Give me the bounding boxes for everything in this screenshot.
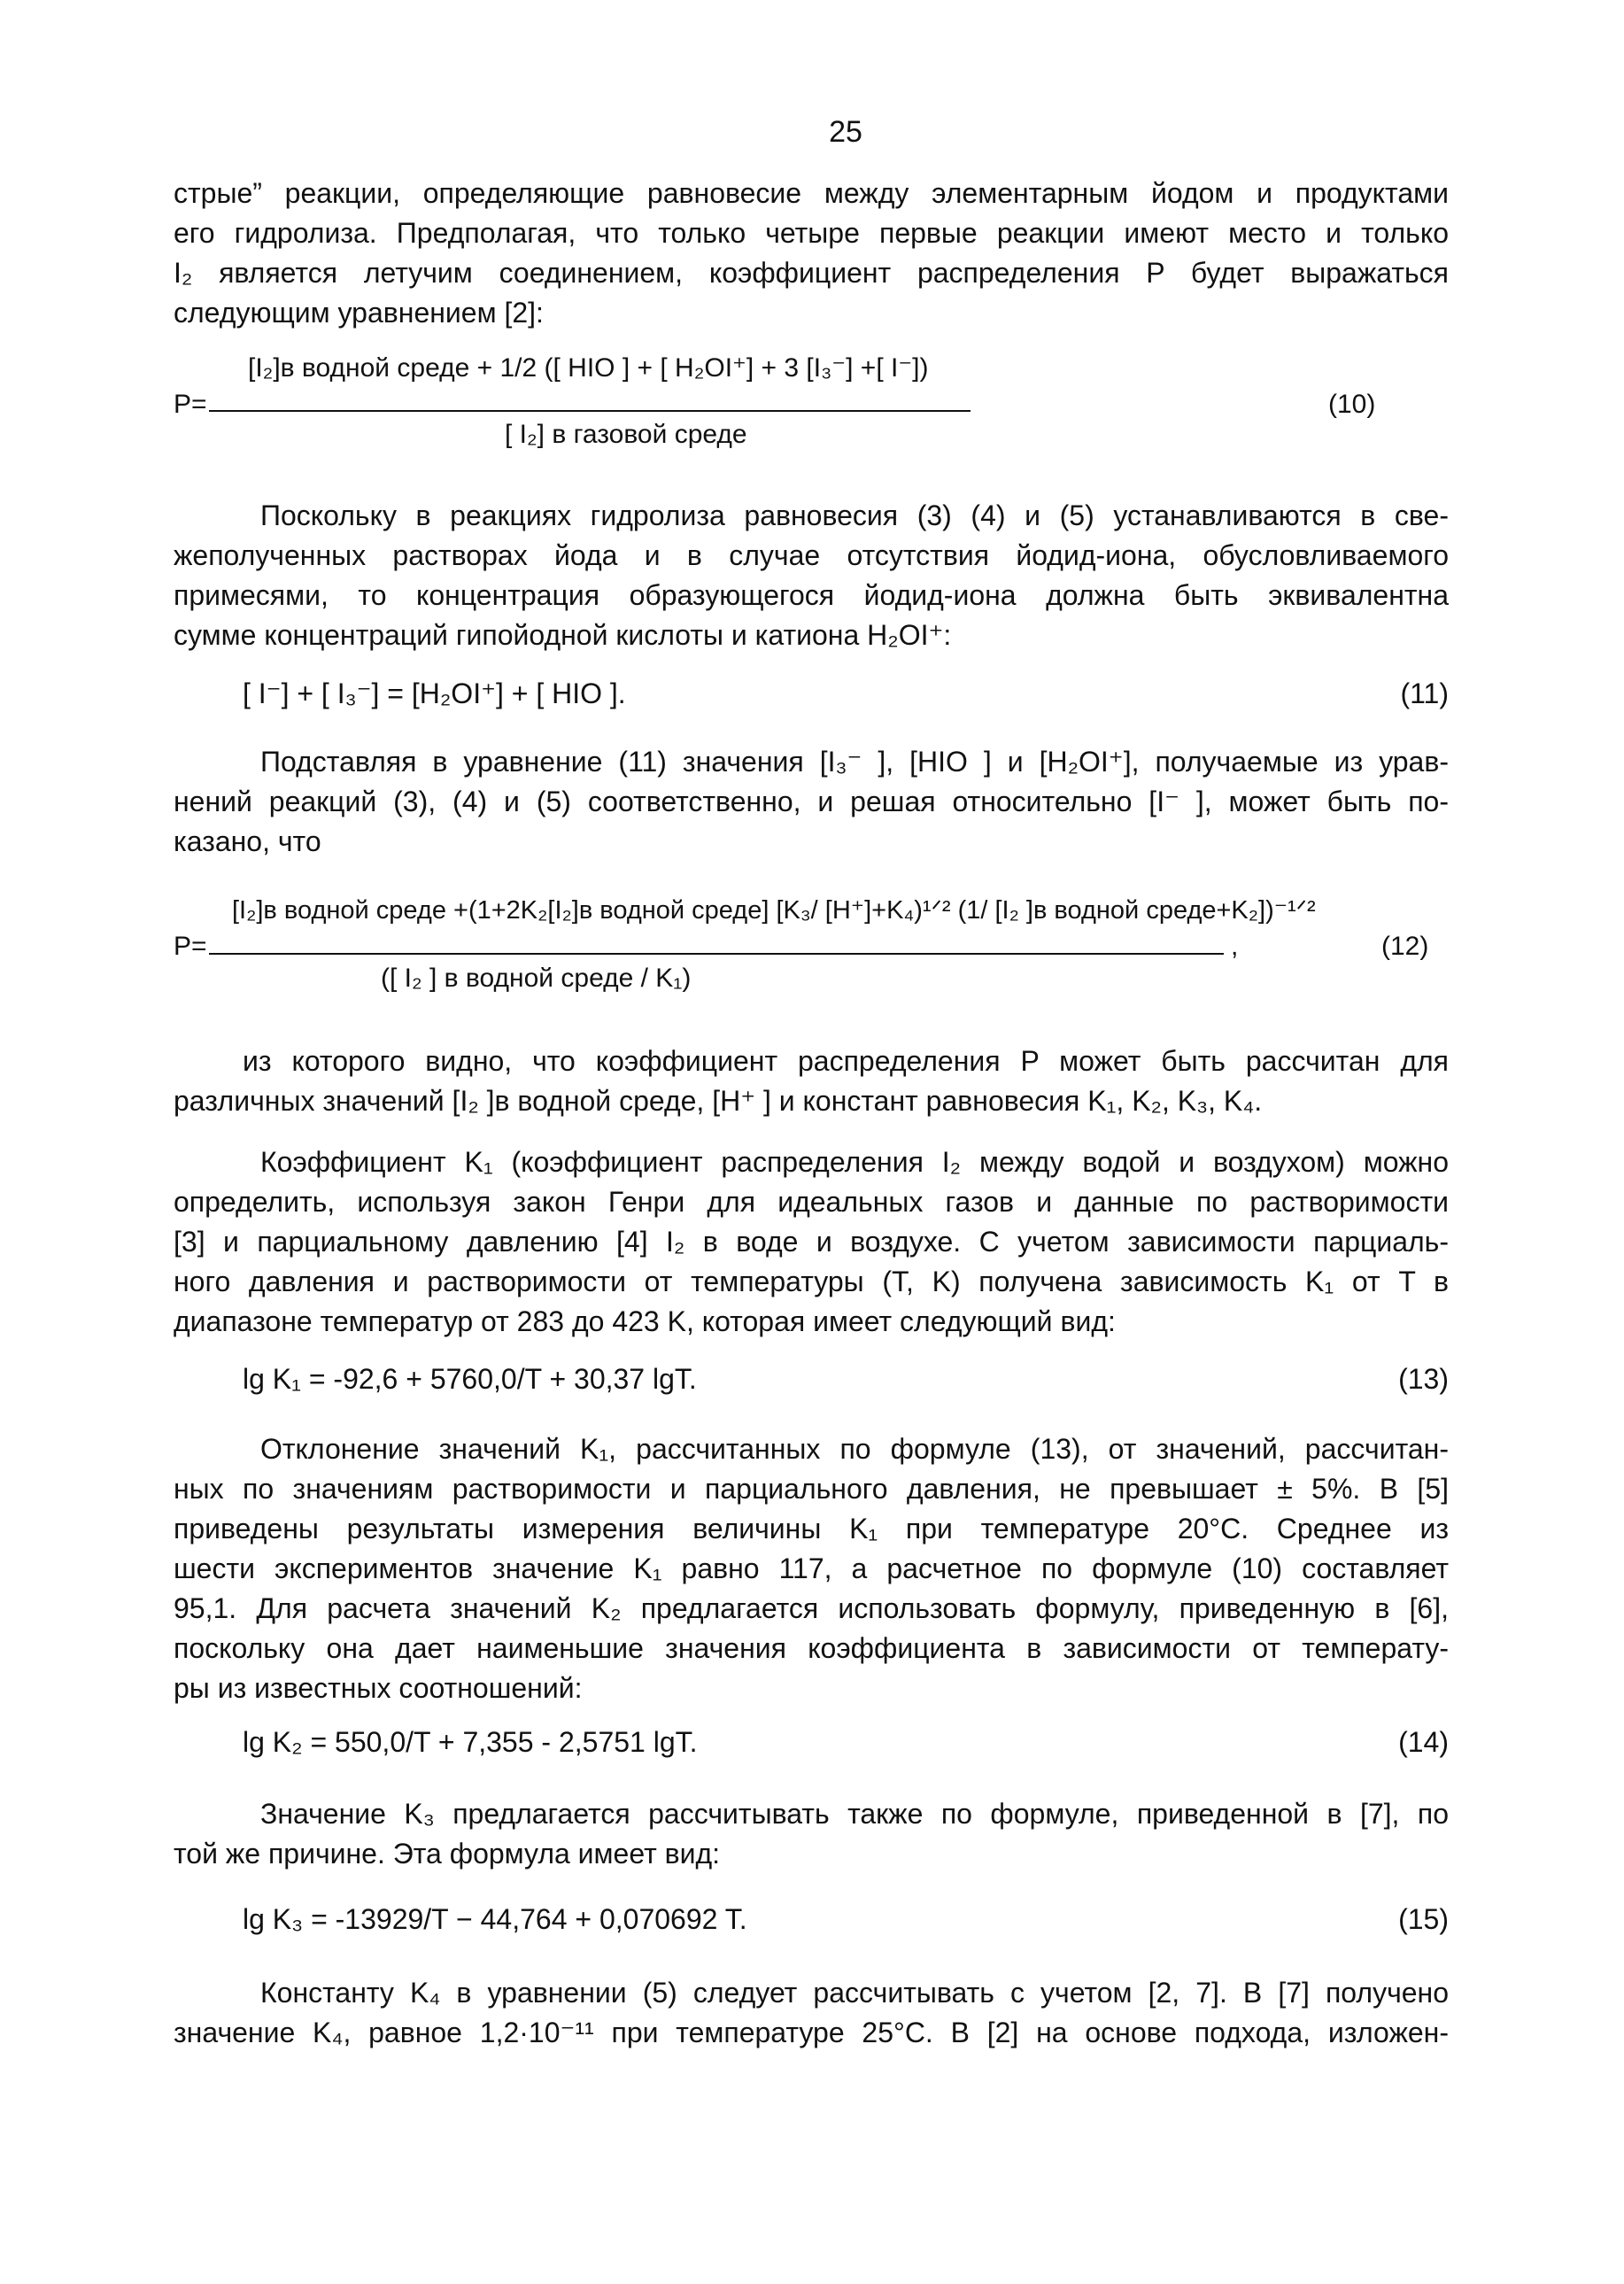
text-line: примесями, то концентрация образующегося йодид-иона должна быть эквивалентна (174, 579, 1449, 611)
equation-number: (13) (1398, 1363, 1449, 1395)
text-line: Поскольку в реакциях гидролиза равновесия (3) (4) и (5) устанавливаются в све- (260, 499, 1449, 531)
text-line: сумме концентраций гипойодной кислоты и катиона H₂OI⁺: (174, 619, 952, 651)
equation-12-comma: , (1231, 932, 1239, 961)
text-line: приведены результаты измерения величины K₁ при температуре 20°C. Среднее из (174, 1513, 1449, 1545)
equation-14-body: lg K₂ = 550,0/T + 7,355 - 2,5751 lgT. (243, 1726, 698, 1758)
text-line: [3] и парциальному давлению [4] I₂ в воде и воздухе. С учетом зависимости парциаль- (174, 1226, 1449, 1258)
paragraph-7 (174, 1794, 1449, 1874)
text-line: различных значений [I₂ ]в водной среде, [H⁺ ] и констант равновесия K₁, K₂, K₃, K₄. (174, 1085, 1263, 1117)
text-line: нений реакций (3), (4) и (5) соответственно, и решая относительно [I⁻ ], может быть по- (174, 786, 1449, 817)
equation-14 (243, 1723, 1449, 1761)
equation-11 (243, 675, 1449, 712)
text-line: ных по значениям растворимости и парциального давления, не превышает ± 5%. В [5] (174, 1473, 1449, 1505)
equation-12-lhs: P= (174, 932, 207, 961)
equation-10-denominator: [ I₂] в газовой среде (505, 420, 747, 449)
equation-number: (15) (1398, 1903, 1449, 1935)
equation-number: (11) (1400, 677, 1449, 709)
equation-13 (243, 1360, 1449, 1397)
equation-number: (10) (1328, 390, 1376, 419)
equation-10-lhs: P= (174, 390, 207, 419)
equation-12-numerator: [I₂]в водной среде +(1+2K₂[I₂]в водной среде] [K₃/ [H⁺]+K₄)¹ᐟ² (1/ [I₂ ]в водной среде+K₂])⁻¹ᐟ² (232, 896, 1316, 925)
text-line: Значение K₃ предлагается рассчитывать также по формуле, приведенной в [7], по (260, 1798, 1449, 1830)
equation-12-denominator: ([ I₂ ] в водной среде / K₁) (381, 964, 692, 993)
text-line: жеполученных растворах йода и в случае отсутствия йодид-иона, обусловливаемого (174, 539, 1449, 571)
text-line: ного давления и растворимости от температуры (T, K) получена зависимость K₁ от T в (174, 1266, 1449, 1297)
text-line: следующим уравнением [2]: (174, 297, 544, 329)
paragraph-2 (174, 496, 1449, 655)
text-line: Константу K₄ в уравнении (5) следует рассчитывать с учетом [2, 7]. В [7] получено (260, 1977, 1449, 2009)
paragraph-4 (174, 1041, 1449, 1121)
paragraph-1 (174, 174, 1449, 333)
text-line: шести экспериментов значение K₁ равно 117, а расчетное по формуле (10) составляет (174, 1552, 1449, 1584)
equation-15 (243, 1901, 1449, 1938)
paragraph-3 (174, 742, 1449, 862)
text-line: поскольку она дает наименьшие значения коэффициента в зависимости от температу- (174, 1632, 1449, 1664)
text-line: Коэффициент K₁ (коэффициент распределения I₂ между водой и воздухом) можно (260, 1146, 1449, 1178)
text-line: ры из известных соотношений: (174, 1672, 583, 1704)
text-line: казано, что (174, 825, 321, 857)
equation-15-body: lg K₃ = -13929/T − 44,764 + 0,070692 T. (243, 1903, 747, 1935)
text-line: его гидролиза. Предполагая, что только четыре первые реакции имеют место и только (174, 217, 1449, 249)
text-line: той же причине. Эта формула имеет вид: (174, 1838, 721, 1870)
equation-11-body: [ I⁻] + [ I₃⁻] = [H₂OI⁺] + [ HIO ]. (243, 677, 626, 709)
text-line: I₂ является летучим соединением, коэффициент распределения P будет выражаться (174, 257, 1449, 289)
paragraph-5 (174, 1142, 1449, 1342)
fraction-bar (209, 410, 971, 412)
equation-10-numerator: [I₂]в водной среде + 1/2 ([ HIO ] + [ H₂OI⁺] + 3 [I₃⁻] +[ I⁻]) (248, 353, 929, 383)
page-number: 25 (829, 115, 862, 149)
paragraph-8 (174, 1973, 1449, 2053)
equation-number: (14) (1398, 1726, 1449, 1758)
text-line: Отклонение значений K₁, рассчитанных по формуле (13), от значений, рассчитан- (260, 1433, 1449, 1465)
text-line: Подставляя в уравнение (11) значения [I₃⁻ ], [HIO ] и [H₂OI⁺], получаемые из урав- (260, 746, 1449, 778)
text-line: из которого видно, что коэффициент распределения P может быть рассчитан для (243, 1045, 1449, 1077)
text-line: определить, используя закон Генри для идеальных газов и данные по растворимости (174, 1186, 1449, 1218)
equation-number: (12) (1381, 932, 1429, 961)
text-line: диапазоне температур от 283 до 423 K, которая имеет следующий вид: (174, 1305, 1116, 1337)
equation-13-body: lg K₁ = -92,6 + 5760,0/T + 30,37 lgT. (243, 1363, 697, 1395)
text-line: стрые” реакции, определяющие равновесие между элементарным йодом и продуктами (174, 177, 1449, 209)
fraction-bar (209, 953, 1224, 955)
text-line: 95,1. Для расчета значений K₂ предлагается использовать формулу, приведенную в [6], (174, 1592, 1449, 1624)
text-line: значение K₄, равное 1,2·10⁻¹¹ при температуре 25°C. В [2] на основе подхода, изложен- (174, 2017, 1449, 2048)
paragraph-6 (174, 1429, 1449, 1708)
